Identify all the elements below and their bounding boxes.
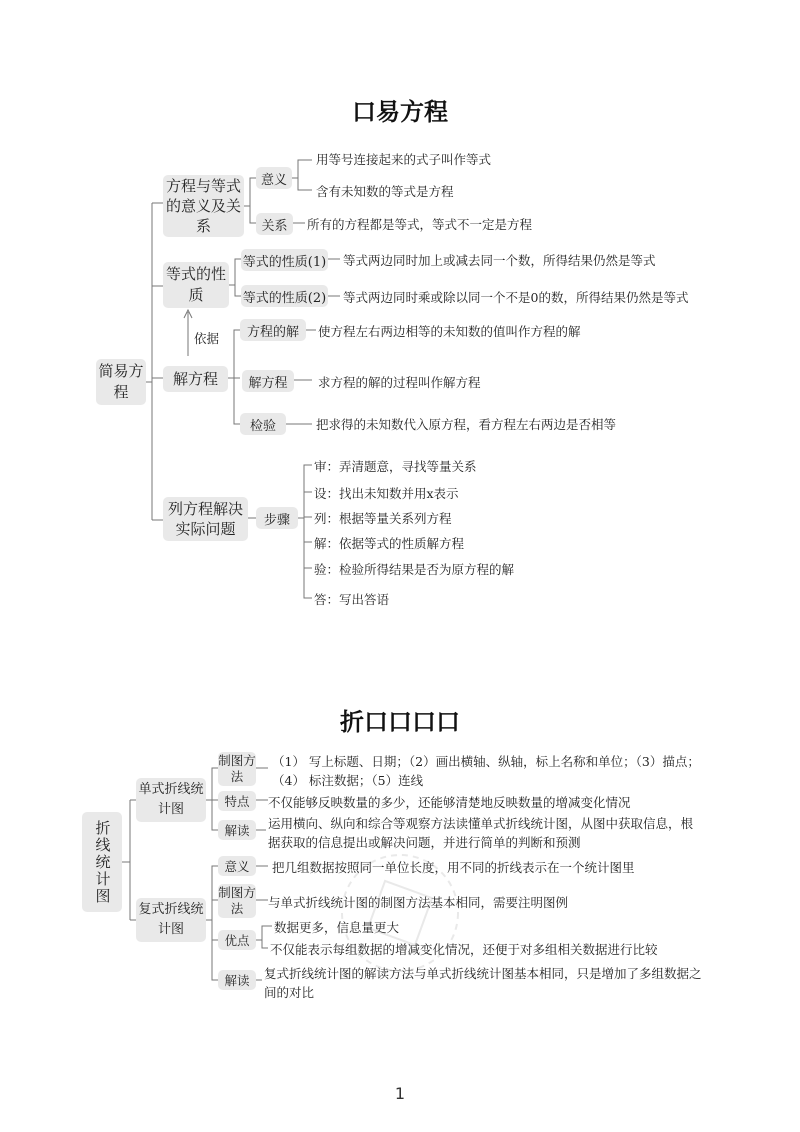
step-3: 列：根据等量关系列方程: [314, 511, 452, 526]
d-jiedu-text: 复式折线统计图的解读方法与单式折线统计图基本相同，只是增加了多组数据之间的对比: [264, 966, 702, 1000]
step-6: 答：写出答语: [314, 592, 390, 607]
node-dengshi-xingzhi: 等式的性质: [163, 262, 229, 308]
root-node-zhexian-label: 折线统计图: [93, 819, 112, 905]
section1-title: 口易方程: [352, 98, 448, 126]
label-d-zhitu: 制图方法: [218, 885, 256, 916]
label-jianyan: 检验: [240, 413, 286, 435]
node-fangcheng-dengshi: 方程与等式的意义及关系: [163, 175, 244, 237]
label-s-zhitu: 制图方法: [218, 753, 256, 784]
label-yiyi: 意义: [256, 167, 292, 189]
yiju-label: 依据: [194, 331, 220, 346]
root-node-jianyifangcheng: 简易方程: [96, 359, 146, 405]
d-youdian-item-2: 不仅能表示每组数据的增减变化情况，还便于对多组相关数据进行比较: [270, 942, 658, 957]
label-d-jiedu: 解读: [218, 970, 256, 990]
jie-text: 使方程左右两边相等的未知数的值叫作方程的解: [318, 324, 581, 339]
step-5: 验：检验所得结果是否为原方程的解: [314, 562, 515, 577]
node-liefangcheng: 列方程解决实际问题: [163, 497, 248, 541]
jiefc-text: 求方程的解的过程叫作解方程: [318, 375, 481, 390]
page-number: 1: [394, 1084, 406, 1103]
label-jiefangcheng: 解方程: [242, 370, 294, 392]
yiyi-item-2: 含有未知数的等式是方程: [316, 184, 454, 199]
d-youdian-item-1: 数据更多，信息量更大: [274, 920, 400, 935]
s-zhitu-text: （1） 写上标题、日期；（2）画出横轴、纵轴，标上名称和单位；（3）描点；（4） 标注数据；（5）连线: [272, 754, 700, 788]
root-node-zhexian: [82, 812, 122, 912]
s-tedian-text: 不仅能够反映数量的多少，还能够清楚地反映数量的增减变化情况: [268, 795, 631, 810]
jianyan-text: 把求得的未知数代入原方程，看方程左右两边是否相等: [316, 417, 617, 432]
prop1-text: 等式两边同时加上或减去同一个数，所得结果仍然是等式: [343, 253, 656, 268]
label-d-yiyi: 意义: [218, 856, 256, 876]
prop2-text: 等式两边同时乘或除以同一个不是0的数，所得结果仍然是等式: [343, 290, 689, 305]
label-s-jiedu: 解读: [218, 820, 256, 840]
yiyi-item-1: 用等号连接起来的式子叫作等式: [316, 152, 492, 167]
label-guanxi: 关系: [256, 213, 293, 235]
s-jiedu-text: 运用横向、纵向和综合等观察方法读懂单式折线统计图，从图中获取信息，根据获取的信息提出或解决问题，并进行简单的判断和预测: [268, 816, 694, 850]
guanxi-text: 所有的方程都是等式，等式不一定是方程: [307, 217, 533, 232]
step-1: 审：弄清题意，寻找等量关系: [314, 459, 477, 474]
d-yiyi-text: 把几组数据按照同一单位长度，用不同的折线表示在一个统计图里: [272, 860, 635, 875]
step-2: 设：找出未知数并用x表示: [314, 486, 459, 501]
step-4: 解：依据等式的性质解方程: [314, 536, 465, 551]
node-danshi: 单式折线统计图: [136, 778, 206, 822]
watermark-seal: [335, 848, 465, 978]
label-prop2: 等式的性质(2): [241, 285, 328, 307]
label-s-tedian: 特点: [218, 791, 256, 811]
label-d-youdian: 优点: [218, 930, 256, 950]
section2-title: 折口口口口: [340, 708, 460, 736]
label-buzhou: 步骤: [256, 507, 298, 529]
d-zhitu-text: 与单式折线统计图的制图方法基本相同，需要注明图例: [268, 895, 569, 910]
label-fangcheng-de-jie: 方程的解: [240, 319, 306, 341]
node-jiefangcheng: 解方程: [163, 366, 228, 392]
label-prop1: 等式的性质(1): [241, 249, 328, 271]
node-fushi: 复式折线统计图: [136, 898, 206, 942]
